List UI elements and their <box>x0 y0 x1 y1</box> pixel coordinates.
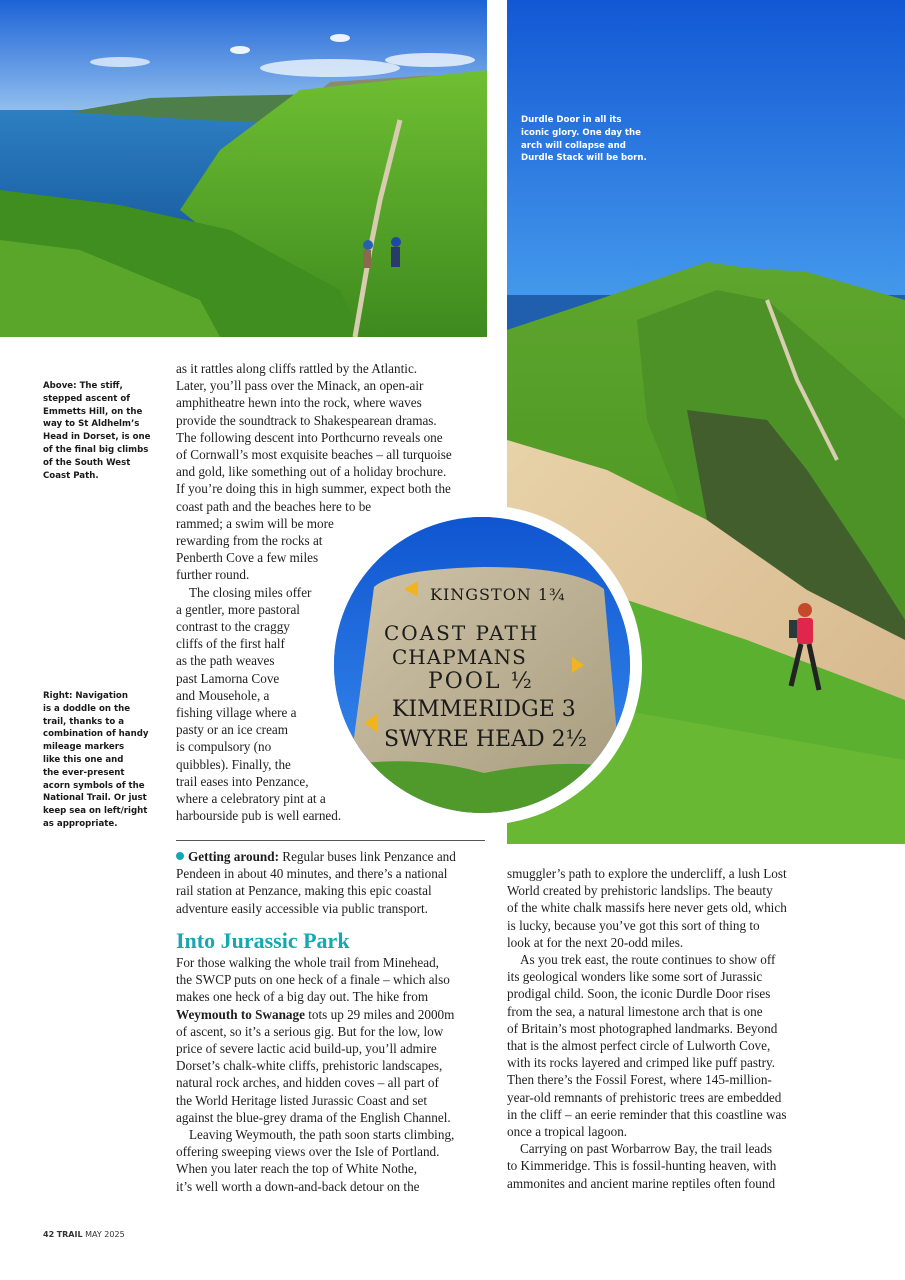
sign-coast-path: COAST PATH <box>384 621 540 645</box>
page-folio <box>43 1230 125 1239</box>
emmetts-hill-photo <box>0 0 487 337</box>
issue-date: MAY 2025 <box>85 1230 125 1239</box>
caption-navigation: Right: Navigation is a doddle on the trail, thanks to a combination of handy mileage markers like this one and the ever-present acorn symbols of the National Trail. Or just keep sea on left/right as appropriate. <box>43 691 149 829</box>
caption-emmetts-hill: Above: The stiff, stepped ascent of Emmetts Hill, on the way to St Aldhelm’s Head in Dorset, is one of the final big climbs of the South West Coast Path. <box>43 381 151 481</box>
page-number: 42 <box>43 1230 55 1239</box>
body-column-1-bottom: For those walking the whole trail from Minehead, the SWCP puts on one heck of a finale – which also makes one heck of a big day out. The hike from Weymouth to Swanage tots up 29 miles and 2000m of ascent, so it’s a serious gig. But for the low, low price of severe lactic acid build-up, you’ll admire Dorset’s chalk-white cliffs, prehistoric landscapes, natural rock arches, and hidden coves – all part of the World Heritage listed Jurassic Coast and set against the blue-grey drama of the English Channel. Leaving Weymouth, the path soon starts climbing, offering sweeping views over the Isle of Portland. When you later reach the top of White Nothe, it’s well worth a down-and-back detour on the <box>176 955 455 1194</box>
route-bold: Weymouth to Swanage <box>176 1006 305 1022</box>
signpost-text <box>334 517 630 813</box>
caption-durdle-door: Durdle Door in all its iconic glory. One day the arch will collapse and Durdle Stack will be born. <box>521 115 647 164</box>
sign-swyre-head: SWYRE HEAD 2½ <box>384 727 587 752</box>
body-column-3: smuggler’s path to explore the undercliff, a lush Lost World created by prehistoric landslips. The beauty of the white chalk massifs here never gets old, which is lucky, because you’ve got this sort of thing to look at for the next 20-odd miles. As you trek east, the route continues to show off its geological wonders like some sort of Jurassic prodigal child. Soon, the iconic Durdle Door rises from the sea, a natural limestone arch that is one of Britain’s most photographed landmarks. Beyond that is the almost perfect circle of Lulworth Cove, with its rocks layered and crimped like puff pastry. Then there’s the Fossil Forest, where 145-million- year-old remnants of prehistoric trees are embedded in the cliff – an eerie reminder that this coastline was once a tropical lagoon. Carrying on past Worbarrow Bay, the trail leads to Kimmeridge. This is fossil-hunting heaven, with ammonites and ancient marine reptiles often found <box>507 866 787 1191</box>
getting-around-box: Getting around: Regular buses link Penzance and Pendeen in about 40 minutes, and there’s a national rail station at Penzance, making this epic coastal adventure easily accessible via public transport. <box>176 849 456 916</box>
column-divider-rule <box>176 840 485 841</box>
body-column-1-top: as it rattles along cliffs rattled by the Atlantic. Later, you’ll pass over the Minack, an open-air amphitheatre hewn into the rock, where waves provide the soundtrack to Shakespearean dramas. The following descent into Porthcurno reveals one of Cornwall’s most exquisite beaches – all turquoise and gold, like something out of a holiday brochure. If you’re doing this in high summer, expect both the coast path and the beaches here to be rammed; a swim will be more rewarding from the rocks at Penberth Cove a few miles further round. The closing miles offer a gentler, more pastoral contrast to the craggy cliffs of the first half as the path weaves past Lamorna Cove and Mousehole, a fishing village where a pasty or an ice cream is compulsory (no quibbles). Finally, the trail eases into Penzance, where a celebratory pint at a harbourside pub is well earned. <box>176 361 452 824</box>
section-heading: Into Jurassic Park <box>176 928 350 953</box>
sign-pool: POOL ½ <box>428 669 534 694</box>
bullet-dot-icon <box>176 852 184 860</box>
sign-kingston: KINGSTON 1¾ <box>430 585 566 604</box>
magazine-name: TRAIL <box>56 1230 83 1239</box>
getting-around-label: Getting around: <box>188 849 279 864</box>
sign-chapmans: CHAPMANS <box>392 645 527 669</box>
sign-kimmeridge: KIMMERIDGE 3 <box>392 697 576 722</box>
